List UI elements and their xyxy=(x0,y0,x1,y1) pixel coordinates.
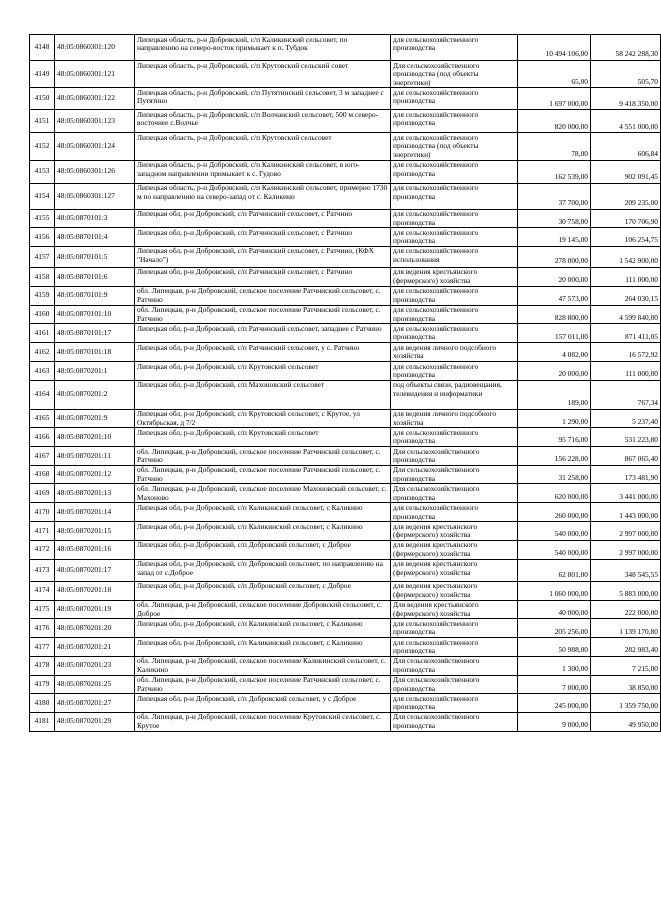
permitted-use-cell: для сельскохозяйственного производства xyxy=(391,286,518,305)
area-cell: 1 300,00 xyxy=(518,656,591,675)
cadastral-number-cell: 48:05:0860301:120 xyxy=(55,35,135,61)
area-cell: 40 000,00 xyxy=(518,600,591,619)
cadastral-value-cell: 264 030,15 xyxy=(591,286,661,305)
cadastral-number-cell: 48:05:0870101:10 xyxy=(55,305,135,324)
address-cell: Липецкая обл, р-н Добровский, с/п Ратчинский сельсовет, с Ратчино, (КФХ "Начало") xyxy=(135,246,391,267)
table-row xyxy=(30,343,661,362)
table-row xyxy=(30,503,661,522)
permitted-use-cell: для сельскохозяйственного использования xyxy=(391,246,518,267)
area-cell: 540 000,00 xyxy=(518,540,591,559)
permitted-use-cell: Для сельскохозяйственного производства xyxy=(391,447,518,466)
cadastral-value-cell: 5 237,40 xyxy=(591,409,661,428)
cadastral-value-cell: 902 091,45 xyxy=(591,160,661,183)
area-cell: 7 000,00 xyxy=(518,675,591,694)
cadastral-value-cell: 2 997 000,00 xyxy=(591,540,661,559)
permitted-use-cell: Для сельскохозяйственного производства (под объекты энергетики) xyxy=(391,61,518,88)
cadastral-number-cell: 48:05:0870201:20 xyxy=(55,619,135,638)
permitted-use-cell: для сельскохозяйственного производства xyxy=(391,160,518,183)
row-number-cell: 4160 xyxy=(30,305,55,324)
cadastral-number-cell: 48:05:0860301:126 xyxy=(55,160,135,183)
address-cell: Липецкая область, р-н Добровский, с/п Крутовский сельский совет xyxy=(135,61,391,88)
table-row xyxy=(30,160,661,183)
cadastral-value-cell: 871 411,05 xyxy=(591,324,661,343)
address-cell: обл. Липецкая, р-н Добровский, сельское поселение Ратчинский сельсовет, с. Ратчино xyxy=(135,675,391,694)
address-cell: Липецкая обл, р-н Добровский, с/п Крутовский сельсовет xyxy=(135,428,391,447)
permitted-use-cell: для сельскохозяйственного производства xyxy=(391,209,518,228)
permitted-use-cell: для сельскохозяйственного производства xyxy=(391,88,518,110)
permitted-use-cell: Для сельскохозяйственного производства xyxy=(391,675,518,694)
land-plots-table xyxy=(29,34,661,732)
table-row xyxy=(30,61,661,88)
row-number-cell: 4177 xyxy=(30,638,55,657)
cadastral-number-cell: 48:05:0860301:127 xyxy=(55,183,135,209)
permitted-use-cell: Для сельскохозяйственного производства xyxy=(391,712,518,731)
cadastral-number-cell: 48:05:0870201:18 xyxy=(55,581,135,600)
row-number-cell: 4178 xyxy=(30,656,55,675)
address-cell: обл. Липецкая, р-н Добровский, сельское поселение Ратчинский сельсовет, с. Ратчино xyxy=(135,465,391,484)
cadastral-value-cell: 4 599 840,00 xyxy=(591,305,661,324)
cadastral-value-cell: 606,84 xyxy=(591,133,661,160)
cadastral-value-cell: 1 443 000,00 xyxy=(591,503,661,522)
area-cell: 31 258,00 xyxy=(518,465,591,484)
address-cell: Липецкая обл, р-н Добровский, с/п Ратчинский сельсовет, у с. Ратчино xyxy=(135,343,391,362)
cadastral-value-cell: 4 551 000,00 xyxy=(591,110,661,133)
area-cell: 37 700,00 xyxy=(518,183,591,209)
row-number-cell: 4166 xyxy=(30,428,55,447)
cadastral-value-cell: 209 235,00 xyxy=(591,183,661,209)
cadastral-value-cell: 867 065,40 xyxy=(591,447,661,466)
document-page xyxy=(29,34,658,732)
address-cell: обл. Липецкая, р-н Добровский, сельское поселение Ратчинский сельсовет, с. Ратчино xyxy=(135,305,391,324)
row-number-cell: 4175 xyxy=(30,600,55,619)
address-cell: Липецкая обл, р-н Добровский, с/п Каликинский сельсовет, с Каликино xyxy=(135,503,391,522)
cadastral-number-cell: 48:05:0870201:10 xyxy=(55,428,135,447)
table-row xyxy=(30,581,661,600)
row-number-cell: 4155 xyxy=(30,209,55,228)
table-row xyxy=(30,465,661,484)
cadastral-value-cell: 348 545,55 xyxy=(591,559,661,581)
row-number-cell: 4153 xyxy=(30,160,55,183)
row-number-cell: 4176 xyxy=(30,619,55,638)
address-cell: Липецкая обл, р-н Добровский, с/п Добровский сельсовет, у с Доброе xyxy=(135,694,391,713)
permitted-use-cell: для ведения крестьянского (фермерского) хозяйства xyxy=(391,581,518,600)
cadastral-number-cell: 48:05:0870201:9 xyxy=(55,409,135,428)
table-row xyxy=(30,88,661,110)
cadastral-value-cell: 7 215,00 xyxy=(591,656,661,675)
cadastral-value-cell: 222 000,00 xyxy=(591,600,661,619)
permitted-use-cell: для сельскохозяйственного производства xyxy=(391,110,518,133)
table-row xyxy=(30,35,661,61)
cadastral-number-cell: 48:05:0870201:15 xyxy=(55,522,135,541)
cadastral-value-cell: 5 883 000,00 xyxy=(591,581,661,600)
area-cell: 20 000,00 xyxy=(518,267,591,286)
row-number-cell: 4161 xyxy=(30,324,55,343)
table-row xyxy=(30,409,661,428)
cadastral-number-cell: 48:05:0870101:17 xyxy=(55,324,135,343)
address-cell: обл. Липецкая, р-н Добровский, сельское поселение Ратчинский сельсовет, с. Ратчино xyxy=(135,286,391,305)
row-number-cell: 4165 xyxy=(30,409,55,428)
permitted-use-cell: для ведения крестьянского (фермерского) хозяйства xyxy=(391,267,518,286)
cadastral-number-cell: 48:05:0870101:3 xyxy=(55,209,135,228)
address-cell: Липецкая обл, р-н Добровский, с/п Ратчинский сельсовет, с Ратчино xyxy=(135,209,391,228)
cadastral-value-cell: 170 706,90 xyxy=(591,209,661,228)
row-number-cell: 4150 xyxy=(30,88,55,110)
cadastral-number-cell: 48:05:0870201:21 xyxy=(55,638,135,657)
table-row xyxy=(30,447,661,466)
cadastral-number-cell: 48:05:0870201:11 xyxy=(55,447,135,466)
permitted-use-cell: для ведения крестьянского (фермерского) хозяйства xyxy=(391,540,518,559)
permitted-use-cell: для сельскохозяйственного производства xyxy=(391,324,518,343)
permitted-use-cell: для сельскохозяйственного производства xyxy=(391,35,518,61)
cadastral-number-cell: 48:05:0870201:2 xyxy=(55,380,135,409)
cadastral-number-cell: 48:05:0860301:121 xyxy=(55,61,135,88)
address-cell: обл. Липецкая, р-н Добровский, сельское поселение Махоновский сельсовет, с. Махоново xyxy=(135,484,391,503)
table-row xyxy=(30,600,661,619)
row-number-cell: 4180 xyxy=(30,694,55,713)
cadastral-number-cell: 48:05:0870201:17 xyxy=(55,559,135,581)
cadastral-number-cell: 48:05:0870201:29 xyxy=(55,712,135,731)
row-number-cell: 4162 xyxy=(30,343,55,362)
row-number-cell: 4152 xyxy=(30,133,55,160)
area-cell: 95 716,00 xyxy=(518,428,591,447)
cadastral-value-cell: 282 983,40 xyxy=(591,638,661,657)
area-cell: 156 228,00 xyxy=(518,447,591,466)
area-cell: 245 000,00 xyxy=(518,694,591,713)
address-cell: Липецкая область, р-н Добровский, с/п Каликинский сельсовет, в юго-западном направлении примыкает к с. Гудово xyxy=(135,160,391,183)
cadastral-number-cell: 48:05:0870101:4 xyxy=(55,228,135,247)
cadastral-number-cell: 48:05:0870201:16 xyxy=(55,540,135,559)
row-number-cell: 4172 xyxy=(30,540,55,559)
row-number-cell: 4148 xyxy=(30,35,55,61)
area-cell: 1 290,00 xyxy=(518,409,591,428)
row-number-cell: 4151 xyxy=(30,110,55,133)
area-cell: 30 758,00 xyxy=(518,209,591,228)
permitted-use-cell: Для сельскохозяйственного производства xyxy=(391,465,518,484)
area-cell: 260 000,00 xyxy=(518,503,591,522)
cadastral-value-cell: 106 254,75 xyxy=(591,228,661,247)
cadastral-number-cell: 48:05:0860301:124 xyxy=(55,133,135,160)
table-row xyxy=(30,228,661,247)
address-cell: обл. Липецкая, р-н Добровский, сельское поселение Ратчинский сельсовет, с. Ратчино xyxy=(135,447,391,466)
table-row xyxy=(30,133,661,160)
cadastral-number-cell: 48:05:0870201:12 xyxy=(55,465,135,484)
table-row xyxy=(30,246,661,267)
table-row xyxy=(30,428,661,447)
table-row xyxy=(30,209,661,228)
cadastral-value-cell: 38 850,00 xyxy=(591,675,661,694)
area-cell: 189,00 xyxy=(518,380,591,409)
row-number-cell: 4169 xyxy=(30,484,55,503)
table-row xyxy=(30,324,661,343)
area-cell: 157 011,00 xyxy=(518,324,591,343)
table-row xyxy=(30,380,661,409)
address-cell: обл. Липецкая, р-н Добровский, сельское поселение Крутовский сельсовет, с. Крутое xyxy=(135,712,391,731)
address-cell: Липецкая обл, р-н Добровский, с/п Добровский сельсовет, по направлению на запад от с.Доброе xyxy=(135,559,391,581)
permitted-use-cell: Для сельскохозяйственного производства xyxy=(391,656,518,675)
area-cell: 78,00 xyxy=(518,133,591,160)
cadastral-value-cell: 505,70 xyxy=(591,61,661,88)
cadastral-number-cell: 48:05:0870101:6 xyxy=(55,267,135,286)
permitted-use-cell: для ведения личного подсобного хозяйства xyxy=(391,343,518,362)
cadastral-value-cell: 9 418 350,00 xyxy=(591,88,661,110)
table-row xyxy=(30,362,661,381)
cadastral-value-cell: 49 950,00 xyxy=(591,712,661,731)
area-cell: 62 801,00 xyxy=(518,559,591,581)
area-cell: 820 000,00 xyxy=(518,110,591,133)
area-cell: 10 494 106,00 xyxy=(518,35,591,61)
row-number-cell: 4168 xyxy=(30,465,55,484)
address-cell: Липецкая обл, р-н Добровский, с/п Каликинский сельсовет, с Каликино xyxy=(135,522,391,541)
permitted-use-cell: для ведения крестьянского (фермерского) хозяйства xyxy=(391,559,518,581)
address-cell: Липецкая область, р-н Добровский, с/п Волчанский сельсовет, 500 м северо-восточнее с.Волчье xyxy=(135,110,391,133)
permitted-use-cell: для ведения личного подсобного хозяйства xyxy=(391,409,518,428)
permitted-use-cell: для сельскохозяйственного производства xyxy=(391,362,518,381)
area-cell: 4 082,00 xyxy=(518,343,591,362)
table-body xyxy=(30,35,661,732)
address-cell: Липецкая обл, р-н Добровский, с/п Крутовский сельсовет xyxy=(135,362,391,381)
address-cell: Липецкая обл, р-н Добровский, с/п Махоновский сельсовет xyxy=(135,380,391,409)
cadastral-number-cell: 48:05:0870201:19 xyxy=(55,600,135,619)
address-cell: обл. Липецкая, р-н Добровский, сельское поселение Каликинский сельсовет, с. Каликино xyxy=(135,656,391,675)
cadastral-value-cell: 111 000,00 xyxy=(591,362,661,381)
row-number-cell: 4181 xyxy=(30,712,55,731)
permitted-use-cell: под объекты связи, радиовещания, телевидения и информатики xyxy=(391,380,518,409)
area-cell: 65,00 xyxy=(518,61,591,88)
area-cell: 828 800,00 xyxy=(518,305,591,324)
row-number-cell: 4156 xyxy=(30,228,55,247)
cadastral-number-cell: 48:05:0870201:14 xyxy=(55,503,135,522)
cadastral-value-cell: 58 242 288,30 xyxy=(591,35,661,61)
address-cell: Липецкая обл, р-н Добровский, с/п Ратчинский сельсовет, с Ратчино xyxy=(135,267,391,286)
cadastral-value-cell: 111 000,00 xyxy=(591,267,661,286)
address-cell: Липецкая обл, р-н Добровский, с/п Ратчинский сельсовет, западнее с Ратчино xyxy=(135,324,391,343)
row-number-cell: 4167 xyxy=(30,447,55,466)
table-row xyxy=(30,286,661,305)
permitted-use-cell: Для сельскохозяйственного производства xyxy=(391,484,518,503)
row-number-cell: 4157 xyxy=(30,246,55,267)
cadastral-value-cell: 767,34 xyxy=(591,380,661,409)
row-number-cell: 4170 xyxy=(30,503,55,522)
permitted-use-cell: для ведения крестьянского (фермерского) хозяйства xyxy=(391,522,518,541)
row-number-cell: 4179 xyxy=(30,675,55,694)
table-row xyxy=(30,540,661,559)
row-number-cell: 4163 xyxy=(30,362,55,381)
cadastral-number-cell: 48:05:0870201:23 xyxy=(55,656,135,675)
cadastral-number-cell: 48:05:0870201:27 xyxy=(55,694,135,713)
cadastral-number-cell: 48:05:0870201:1 xyxy=(55,362,135,381)
area-cell: 620 000,00 xyxy=(518,484,591,503)
row-number-cell: 4158 xyxy=(30,267,55,286)
permitted-use-cell: для сельскохозяйственного производства xyxy=(391,305,518,324)
area-cell: 205 256,00 xyxy=(518,619,591,638)
address-cell: Липецкая обл, р-н Добровский, с/п Добровский сельсовет, с Доброе xyxy=(135,581,391,600)
table-row xyxy=(30,305,661,324)
row-number-cell: 4149 xyxy=(30,61,55,88)
permitted-use-cell: для сельскохозяйственного производства (под объекты энергетики) xyxy=(391,133,518,160)
cadastral-number-cell: 48:05:0870101:18 xyxy=(55,343,135,362)
cadastral-number-cell: 48:05:0860301:123 xyxy=(55,110,135,133)
area-cell: 540 000,00 xyxy=(518,522,591,541)
cadastral-number-cell: 48:05:0870101:9 xyxy=(55,286,135,305)
address-cell: Липецкая обл, р-н Добровский, с/п Ратчинский сельсовет, с Ратчино xyxy=(135,228,391,247)
area-cell: 9 000,00 xyxy=(518,712,591,731)
row-number-cell: 4159 xyxy=(30,286,55,305)
cadastral-value-cell: 531 223,80 xyxy=(591,428,661,447)
area-cell: 1 697 000,00 xyxy=(518,88,591,110)
cadastral-value-cell: 173 481,90 xyxy=(591,465,661,484)
address-cell: Липецкая обл, р-н Добровский, с/п Крутовский сельсовет, с Крутое, ул Октябрьская, д 7/2 xyxy=(135,409,391,428)
permitted-use-cell: для сельскохозяйственного производства xyxy=(391,694,518,713)
row-number-cell: 4173 xyxy=(30,559,55,581)
cadastral-value-cell: 1 139 170,80 xyxy=(591,619,661,638)
table-row xyxy=(30,559,661,581)
address-cell: Липецкая область, р-н Добровский, с/п Крутовский сельсовет xyxy=(135,133,391,160)
cadastral-value-cell: 1 542 900,00 xyxy=(591,246,661,267)
table-row xyxy=(30,694,661,713)
row-number-cell: 4171 xyxy=(30,522,55,541)
address-cell: Липецкая обл, р-н Добровский, с/п Каликинский сельсовет, с Каликино xyxy=(135,619,391,638)
cadastral-number-cell: 48:05:0870201:25 xyxy=(55,675,135,694)
table-row xyxy=(30,484,661,503)
address-cell: Липецкая обл, р-н Добровский, с/п Каликинский сельсовет, с Каликино xyxy=(135,638,391,657)
table-row xyxy=(30,675,661,694)
row-number-cell: 4174 xyxy=(30,581,55,600)
table-row xyxy=(30,638,661,657)
area-cell: 278 000,00 xyxy=(518,246,591,267)
area-cell: 1 060 000,00 xyxy=(518,581,591,600)
table-row xyxy=(30,522,661,541)
area-cell: 50 988,00 xyxy=(518,638,591,657)
area-cell: 20 000,00 xyxy=(518,362,591,381)
permitted-use-cell: для сельскохозяйственного производства xyxy=(391,228,518,247)
table-row xyxy=(30,619,661,638)
cadastral-value-cell: 16 572,92 xyxy=(591,343,661,362)
cadastral-value-cell: 3 441 000,00 xyxy=(591,484,661,503)
area-cell: 19 145,00 xyxy=(518,228,591,247)
address-cell: Липецкая область, р-н Добровский, с/п Путятинский сельсовет, 3 м западнее с Путятино xyxy=(135,88,391,110)
cadastral-number-cell: 48:05:0860301:122 xyxy=(55,88,135,110)
address-cell: обл. Липецкая, р-н Добровский, сельское поселение Добровский сельсовет, с. Доброе xyxy=(135,600,391,619)
table-row xyxy=(30,267,661,286)
address-cell: Липецкая область, р-н Добровский, с/п Каликинский сельсовет, по направлению на северо-восток примыкает к п. Тубдок xyxy=(135,35,391,61)
table-row xyxy=(30,110,661,133)
permitted-use-cell: для сельскохозяйственного производства xyxy=(391,619,518,638)
row-number-cell: 4154 xyxy=(30,183,55,209)
table-row xyxy=(30,656,661,675)
cadastral-number-cell: 48:05:0870201:13 xyxy=(55,484,135,503)
table-row xyxy=(30,712,661,731)
permitted-use-cell: для сельскохозяйственного производства xyxy=(391,503,518,522)
table-row xyxy=(30,183,661,209)
address-cell: Липецкая обл, р-н Добровский, с/п Добровский сельсовет, с Доброе xyxy=(135,540,391,559)
row-number-cell: 4164 xyxy=(30,380,55,409)
cadastral-value-cell: 2 997 000,00 xyxy=(591,522,661,541)
cadastral-number-cell: 48:05:0870101:5 xyxy=(55,246,135,267)
area-cell: 162 539,00 xyxy=(518,160,591,183)
permitted-use-cell: Для ведения крестьянского (фермерского) хозяйства xyxy=(391,600,518,619)
permitted-use-cell: для сельскохозяйственного производства xyxy=(391,183,518,209)
permitted-use-cell: для сельскохозяйственного производства xyxy=(391,428,518,447)
cadastral-value-cell: 1 359 750,00 xyxy=(591,694,661,713)
area-cell: 47 573,00 xyxy=(518,286,591,305)
address-cell: Липецкая область, р-н Добровский, с/п Каликинский сельсовет, примерно 1730 м по направлению на северо-запад от с. Каликино xyxy=(135,183,391,209)
permitted-use-cell: для сельскохозяйственного производства xyxy=(391,638,518,657)
